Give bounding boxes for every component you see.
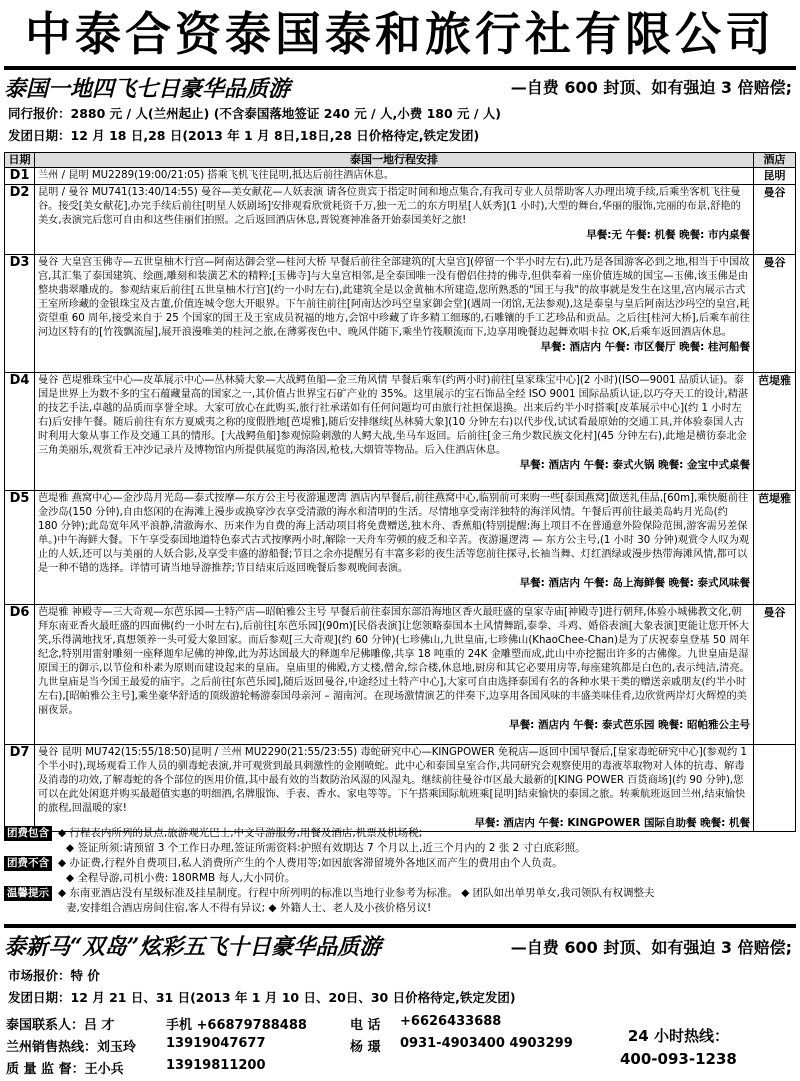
excluded-2: ◆ 全程导游,司机小费: 180RMB 每人,大小同价。	[66, 872, 296, 884]
hotline-label: 24 小时热线：	[627, 1027, 729, 1045]
tips-row	[4, 886, 796, 901]
lz-name: 杨 璟	[350, 1040, 381, 1055]
tour2-header	[4, 930, 796, 958]
day-route	[35, 185, 754, 255]
thai-phone-label: 电 话	[350, 1018, 381, 1033]
tour1-name: 泰国一地四飞七日豪华品质游	[4, 76, 291, 102]
day-label: D6	[5, 605, 35, 745]
hotline-number: 400-093-1238	[620, 1050, 737, 1068]
day-label: D2	[5, 185, 35, 255]
included-1: ◆ 行程表内所列的景点,旅游观光巴士,中文导游服务,用餐及酒店,机票及机场税;	[58, 827, 423, 839]
meal-line: 早餐: 酒店内 午餐: KINGPOWER 国际自助餐 晚餐: 机餐	[474, 817, 750, 829]
day-hotel	[754, 745, 796, 832]
tour1-note: —自费 600 封顶、如有强迫 3 倍赔偿;	[510, 78, 792, 97]
day-label: D4	[5, 373, 35, 491]
day-hotel: 芭堤雅	[754, 491, 796, 605]
table-row	[5, 373, 796, 491]
tour2-dates: 发团日期：12 月 21 日、31 日(2013 年 1 月 10 日、20日、30 日价格待定,铁定发团)	[8, 990, 516, 1005]
day-hotel: 昆明	[754, 168, 796, 185]
day-route	[35, 255, 754, 373]
route-text: 昆明 / 曼谷 MU741(13:40/14:55) 曼谷—美女献花—人妖表演 请各位贵宾于指定时间和地点集合,有我司专业人员帮助客人办理出境手续,后乘坐客机飞往曼谷。接受[美女献花],办完手续后前往[明星人妖剧场]安排观看欣赏耗资千万,独一无二的东方明星[人妖秀](1 小时),大型的舞台,华丽的服饰,完丽的布景,舒艳的美女,表演完后您可自由和这些佳丽们拍照。之后返回酒店休息,晋锐赛神准备开始泰国美好之旅!	[38, 187, 741, 226]
table-row	[5, 185, 796, 255]
tips-2: 妻,安排组合酒店房间住宿,客人不得有异议; ◆ 外籍人士、老人及小孩价格另议!	[66, 902, 432, 914]
tour1-price: 同行报价：2880 元 / 人(兰州起止) (不含泰国落地签证 240 元 / 人,小费 180 元 / 人)	[8, 106, 501, 121]
route-text: 芭堤雅 燕窝中心—金沙岛月光岛—泰式按摩—东方公主号夜游暹逻湾 酒店内早餐后,前往燕窝中心,临别前可来购一些[泰国燕窝]做送礼佳品,[60m],乘快艇前往金沙岛(150 分钟),自由悠闲的在海滩上漫步或换穿沙衣享受清澈的海水和清明的生活。尽情地享受南洋独特的海洋风情。午餐后再前往最美岛屿月光岛(约 180 分钟);此岛宽年风平浪静,清澈海水、历来作为自费的海上活动项目将免费赠送,独木舟、香蕉船(特别提醒:海上项目不在普通意外险保险范围,游客需另差保单。)中午海鲜大餐。下午享受泰国地道特色泰式古式按摩两小时,解除一天舟车劳顿的疲乏和辛苦。夜游暹逻湾 — 东方公主号,(1 小时 30 分钟)观赏令人叹为观止的人妖,还可以与美丽的人妖合影,及享受丰盛的游船餐;节目之余亦提醒另有丰富多彩的夜生活等您前往探寻,长袖当舞、灯红酒绿或漫步热带海滩风情,都可以是一种不错的选择。详情可请当地导游推荐;节目结束后返回晚餐后参观晚间表演。	[38, 493, 750, 574]
table-row	[5, 168, 796, 185]
excluded-row	[4, 856, 796, 871]
day-label: D7	[5, 745, 35, 832]
col-hotel: 酒店	[754, 153, 796, 168]
thai-mobile: 手机 +66879788488	[166, 1018, 307, 1033]
thai-contact: 泰国联系人：吕 才	[6, 1018, 115, 1033]
day-route	[35, 605, 754, 745]
day-route	[35, 373, 754, 491]
thai-phone: +6626433688	[400, 1014, 502, 1029]
included-2: ◆ 签证所须:请预留 3 个工作日办理,签证所需资料:护照有效期达 7 个月以上,近三个月内的 2 张 2 寸白底彩照。	[66, 842, 586, 854]
hotline-box	[620, 1025, 737, 1068]
excluded-tag: 团费不含	[4, 856, 52, 871]
day-route	[35, 168, 754, 185]
day-hotel: 曼谷	[754, 185, 796, 255]
table-row	[5, 605, 796, 745]
tour2-note: —自费 600 封顶、如有强迫 3 倍赔偿;	[510, 938, 792, 957]
tips-1: ◆ 东南亚酒店没有星级标准及挂星制度。行程中所列明的标准以当地行业参考为标准。 ◆ 团队如出单男单女,我司领队有权调整夫	[58, 887, 655, 899]
lz-phone: 0931-4903400 4903299	[400, 1036, 573, 1051]
meal-line: 早餐: 酒店内 午餐: 泰式芭乐园 晚餐: 昭帕雅公主号	[509, 719, 750, 731]
day-route	[35, 745, 754, 832]
col-route: 泰国一地行程安排	[35, 153, 754, 168]
qa-phone: 13919811200	[166, 1058, 266, 1073]
divider	[4, 924, 796, 928]
table-row	[5, 491, 796, 605]
day-hotel: 曼谷	[754, 255, 796, 373]
info-section	[4, 826, 796, 916]
company-title: 中泰合资泰国泰和旅行社有限公司	[25, 7, 775, 61]
table-row	[5, 255, 796, 373]
day-label: D3	[5, 255, 35, 373]
col-day: 日期	[5, 153, 35, 168]
tour1-header	[4, 72, 796, 102]
included-row	[4, 826, 796, 841]
meal-line: 早餐: 酒店内 午餐: 泰式火锅 晚餐: 金宝中式桌餐	[519, 459, 750, 471]
excluded-1: ◆ 办证费,行程外自费项目,私人消费所产生的个人费用等;如因旅客滞留境外各地区而产生的费用由个人负责。	[58, 857, 563, 869]
meal-line: 早餐: 酒店内 午餐: 市区餐厅 晚餐: 桂河船餐	[540, 341, 750, 353]
tour2-price: 市场报价：特 价	[8, 968, 100, 983]
tour2-name: 泰新马“双岛”炫彩五飞十日豪华品质游	[4, 934, 382, 960]
day-label: D5	[5, 491, 35, 605]
divider	[4, 66, 796, 70]
day-hotel: 曼谷	[754, 605, 796, 745]
route-text: 曼谷 芭堤雅珠宝中心—皮革展示中心—丛林骑大象—大战鳄鱼船—金三角风情 早餐后乘车(约两小时)前往[皇家珠宝中心](2 小时)(ISO—9001 品质认证)。泰国是世界上为数不多的宝石蕴藏量高的国家之一,其价值占世界宝石矿产业的 35%。这里展示的宝石饰品全经 ISO 9001 国际品质认证,以巧夺天工的设计,精湛的技艺手法,卓越的品质而享誉全球。大家可放心在此购买,旅行社承诺如有任何问题均可由旅行社担保退换。出来后约半小时搭乘[皮革展示中心](约 1 小时左右)后安排午餐。随后前往有东方夏威夷之称的度假胜地[芭堤雅],随后安排继续[丛林骑大象](10 分钟左右)以代步伐,试试看最原始的交通工具,并体验泰国人古时利用大象从事工作及交通工具的情形。[大战鳄鱼船]参观惊险刺激的人鳄大战,坐马车返回。后前往[金三角少数民族文化村](45 分钟左右),此地是横彷泰北金三角美丽乐,观赏看王冲沙记录片及博物馆内所提供展览的海洛因,枪枝,大烟管等物品。后入住酒店休息。	[38, 375, 749, 456]
table-row	[5, 745, 796, 832]
table-header	[5, 153, 796, 168]
lz-mobile: 13919047677	[166, 1036, 266, 1051]
route-text: 曼谷 大皇宫玉佛寺—五世皇柚木行宫—阿南达御会堂—桂河大桥 早餐后前往全部建筑的[大皇宫](停留一个半小时左右),此乃是各国游客必到之地,相当于中国故宫,其汇集了泰国建筑、绘画,雕刻和装潢艺术的精粹;[玉佛寺]与大皇宫相邻,是全泰国唯一没有僧侣住持的佛寺,但供奉着一座价值连城的国宝—玉佛,该玉佛是由整块翡翠雕成的。参观结束后前往[五世皇柚木行宫](约一小时左右),此建筑全是以金黄柚木所建造,您所熟悉的"国王与我"的故事就是发生在这里,宫内展示古式王室所珍藏的金银珠宝及古董,价值连城令您大开眼界。下午前往前往[阿南达沙玛空皇家御会堂](遇周一闭馆,无法参观),这是泰皇与皇后阿南达沙玛空的皇宫,耗资望重 60 周年,接受来自于 25 个国家的国王及王室成员祝福的地方,会馆中珍藏了许多精工细琢的,石雕镶的手工艺珍品和贡品。之后往[桂河大桥],后乘车前往河边区特有的[竹筏飘流屋],展开浪漫唯美的桂河之旅,在薄雾夜色中、晚风伴随下,乘坐竹筏顺流而下,边享用晚餐边起舞欢唱卡拉 OK,后乘车返回酒店休息。	[38, 257, 750, 338]
route-text: 曼谷 昆明 MU742(15:55/18:50)昆明 / 兰州 MU2290(21:55/23:55) 毒蛇研究中心—KINGPOWER 免税店—返回中国早餐后,[皇家毒蛇研究中心](参观约 1 个半小时),现场观看工作人员的驯毒蛇表演,并可观赏到最具刺激性的金刚喷蛇。此中心和泰国皇室合作,共同研究会观察使用的毒液萃取物对人体的抗毒、解毒及消毒的功效,了解毒蛇的各个部位的医用价值,其中最有效的当数防治风湿的风湿丸。继续前往曼谷市区最大最新的[KING POWER 百货商场](约 90 分钟),您可以在此处闲逛并购买最超值实惠的明细酒,名牌服饰、手表、香水、家电等等。下午搭乘国际航班乘[昆明]结束愉快的泰国之旅。转乘航班返回兰州,结束愉快的旅程,回温暖的家!	[38, 747, 747, 814]
day-hotel: 芭堤雅	[754, 373, 796, 491]
qa-contact: 质 量 监 督：王小兵	[6, 1062, 124, 1077]
route-text: 芭堤雅 神殿寺—三大奇观—东芭乐园—土特产店—昭帕雅公主号 早餐后前往泰国东部沿海地区香火最旺盛的皇家寺庙[神殿寺]进行朝拜,体验小城佛教文化,朝拜东南亚香火最旺盛的四面佛(约一小时左右),后前往[东芭乐园](90m)[民俗表演]让您领略泰国本土风情舞蹈,泰拳、斗鸡、婚俗表演[大象表演]更能让您开怀大笑,乐得满地找牙,真想领养一头可爱大象回家。而后参观[三大奇观](约 60 分钟)(七珍佛山,九世皇庙,七珍佛山(KhaoChee-Chan)是为了庆祝泰皇登基 50 周年纪念,特别用雷射雕刻一座释迦牟尼佛的神像,此为苏达国最大的释迦牟尼佛雕像,共享 18 吨重的 24K 金雕塑而成,此山中亦挖掘出许多的古佛像。九世皇庙是湿原国王的御示,以节俭和朴素为原则而建设起来的皇庙。皇庙里的佛殿,方丈楼,僧舍,综合楼,休息地,厨房和其它必要用房等,每座建筑都是白色的,表示纯洁,清亮。九世皇庙是当今国王最爱的庙宇。之后前往[东芭乐园],随后返回曼谷,中途经过土特产中心],大家可自由选择泰国有名的各种水果干类的赠送亲戚朋友(约半小时左右),[昭帕雅公主号],乘坐豪华舒适的顶级游轮畅游泰国母亲河 – 湄南河。在现场激情演艺的伴奏下,边享用各国风味的丰盛美味佳肴,边欣赏两岸灯火辉煌的美丽夜景。	[38, 607, 750, 716]
route-text: 兰州 / 昆明 MU2289(19:00/21:05) 搭乘飞机飞往昆明,抵达后前往酒店休息。	[38, 170, 395, 181]
itinerary-table	[4, 152, 796, 832]
day-route	[35, 491, 754, 605]
included-tag: 团费包含	[4, 826, 52, 841]
tips-tag: 温馨提示	[4, 886, 52, 901]
day-label: D1	[5, 168, 35, 185]
tour1-dates: 发团日期：12 月 18 日,28 日(2013 年 1 月 8日,18日,28 日价格待定,铁定发团)	[8, 128, 480, 143]
meal-line: 早餐: 酒店内 午餐: 岛上海鲜餐 晚餐: 泰式风味餐	[519, 577, 750, 589]
meal-line: 早餐:无 午餐: 机餐 晚餐: 市内桌餐	[586, 229, 750, 241]
lz-sales: 兰州销售热线：刘玉玲	[6, 1040, 137, 1055]
